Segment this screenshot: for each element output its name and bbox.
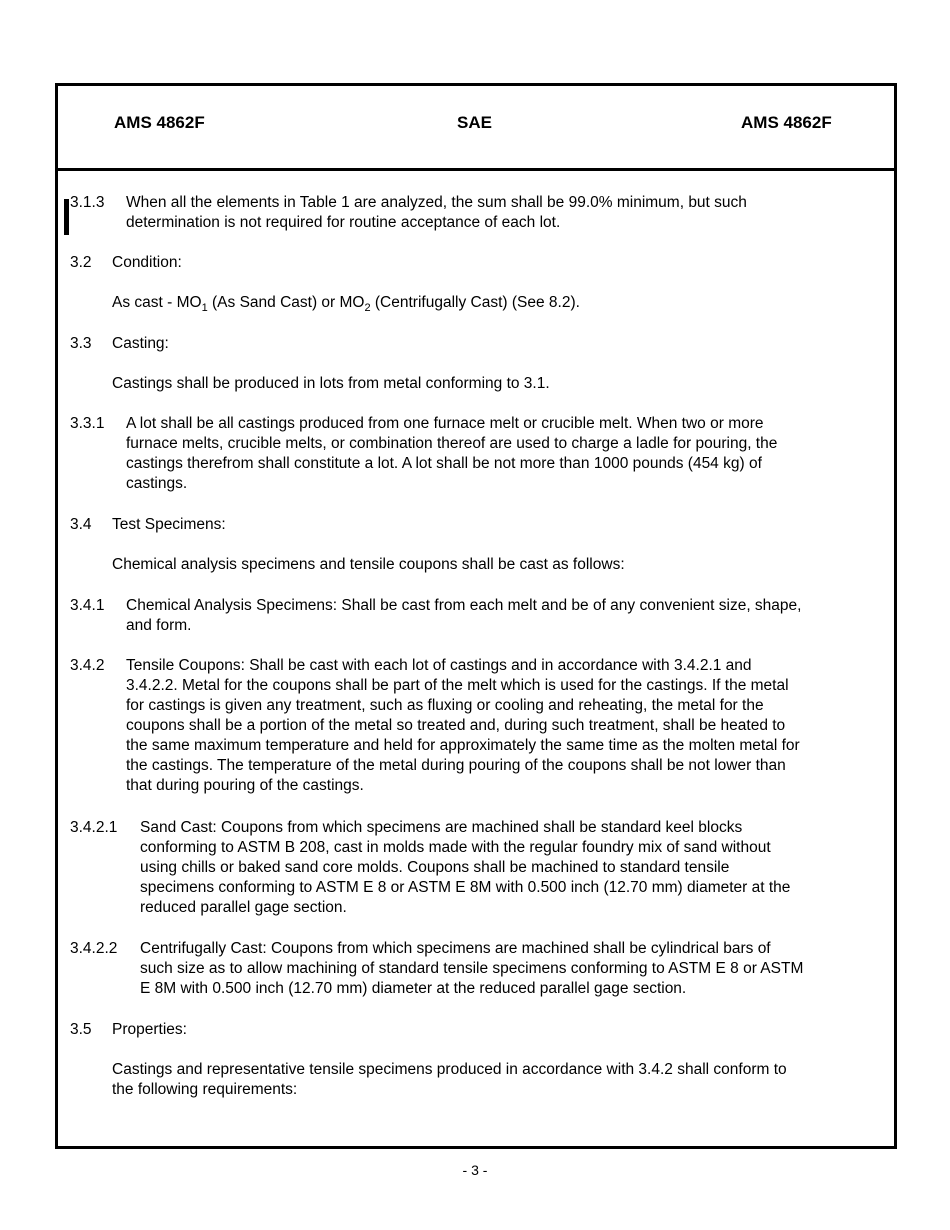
section-text-line: When all the elements in Table 1 are analyzed, the sum shall be 99.0% minimum, but such	[126, 194, 747, 211]
section-title: Test Specimens:	[112, 516, 226, 533]
section-text-line: and form.	[126, 617, 192, 634]
section-title: Condition:	[112, 254, 182, 271]
section-text-line: coupons shall be a portion of the metal so treated and, during such treatment, shall be heated to	[126, 717, 786, 734]
section-number: 3.4	[70, 516, 92, 533]
section-text-line: Sand Cast: Coupons from which specimens are machined shall be standard keel blocks	[140, 819, 743, 836]
section-text-line: the same maximum temperature and held for approximately the same time as the molten metal for	[126, 737, 800, 754]
subscript: 1	[201, 302, 208, 314]
section-number: 3.4.2.2	[70, 940, 118, 957]
doc-number-left: AMS 4862F	[114, 113, 205, 132]
org-name: SAE	[457, 113, 492, 132]
section-text-line: the castings. The temperature of the metal during pouring of the coupons shall be not lower than	[126, 757, 786, 774]
section-number: 3.4.2.1	[70, 819, 118, 836]
section-text-line: that during pouring of the castings.	[126, 777, 364, 794]
section-text-line: Centrifugally Cast: Coupons from which specimens are machined shall be cylindrical bars of	[140, 940, 771, 957]
section-text-line: specimens conforming to ASTM E 8 or ASTM E 8M with 0.500 inch (12.70 mm) diameter at the	[140, 879, 791, 896]
section-text-line: reduced parallel gage section.	[140, 899, 347, 916]
document-header	[58, 86, 894, 171]
page-number: - 3 -	[462, 1162, 488, 1178]
section-text-line: the following requirements:	[112, 1081, 298, 1098]
section-number: 3.5	[70, 1021, 92, 1038]
section-number: 3.4.1	[70, 597, 105, 614]
section-text-line: Castings and representative tensile specimens produced in accordance with 3.4.2 shall conform to	[112, 1061, 787, 1078]
condition-text-part: (As Sand Cast) or MO	[207, 294, 365, 311]
section-text-line: using chills or baked sand core molds. Coupons shall be machined to standard tensile	[140, 859, 730, 876]
section-text-line: for castings is given any treatment, such as fluxing or cooling and reheating, the metal for the	[126, 697, 764, 714]
subscript: 2	[364, 302, 371, 314]
section-text-line: castings.	[126, 475, 188, 492]
section-text-line: E 8M with 0.500 inch (12.70 mm) diameter at the reduced parallel gage section.	[140, 980, 687, 997]
section-number: 3.1.3	[70, 194, 105, 211]
section-text-line: Tensile Coupons: Shall be cast with each lot of castings and in accordance with 3.4.2.1 and	[126, 657, 752, 674]
section-number: 3.4.2	[70, 657, 105, 674]
condition-text	[112, 293, 580, 314]
section-number: 3.3.1	[70, 415, 105, 432]
section-number: 3.2	[70, 254, 92, 271]
section-text-line: conforming to ASTM B 208, cast in molds made with the regular foundry mix of sand without	[140, 839, 771, 856]
section-text-line: 3.4.2.2. Metal for the coupons shall be part of the melt which is used for the castings. If the metal	[126, 677, 789, 694]
section-text-line: furnace melts, crucible melts, or combination thereof are used to charge a ladle for pouring, the	[126, 435, 778, 452]
condition-text-part: As cast - MO	[112, 294, 202, 311]
section-text-line: castings therefrom shall constitute a lot. A lot shall be not more than 1000 pounds (454 kg) of	[126, 455, 762, 472]
section-text-line: Chemical Analysis Specimens: Shall be cast from each melt and be of any convenient size, shape,	[126, 597, 802, 614]
section-text-line: such size as to allow machining of standard tensile specimens conforming to ASTM E 8 or ASTM	[140, 960, 804, 977]
section-text-line: A lot shall be all castings produced from one furnace melt or crucible melt. When two or more	[126, 415, 764, 432]
section-title: Properties:	[112, 1021, 187, 1038]
section-body: Chemical analysis specimens and tensile coupons shall be cast as follows:	[112, 556, 625, 573]
section-body: Castings shall be produced in lots from metal conforming to 3.1.	[112, 375, 550, 392]
section-number: 3.3	[70, 335, 92, 352]
doc-number-right: AMS 4862F	[741, 113, 832, 132]
section-title: Casting:	[112, 335, 169, 352]
revision-change-bar	[64, 199, 69, 235]
condition-text-part: (Centrifugally Cast) (See 8.2).	[370, 294, 580, 311]
section-text-line: determination is not required for routine acceptance of each lot.	[126, 214, 561, 231]
page-frame	[55, 83, 897, 1149]
